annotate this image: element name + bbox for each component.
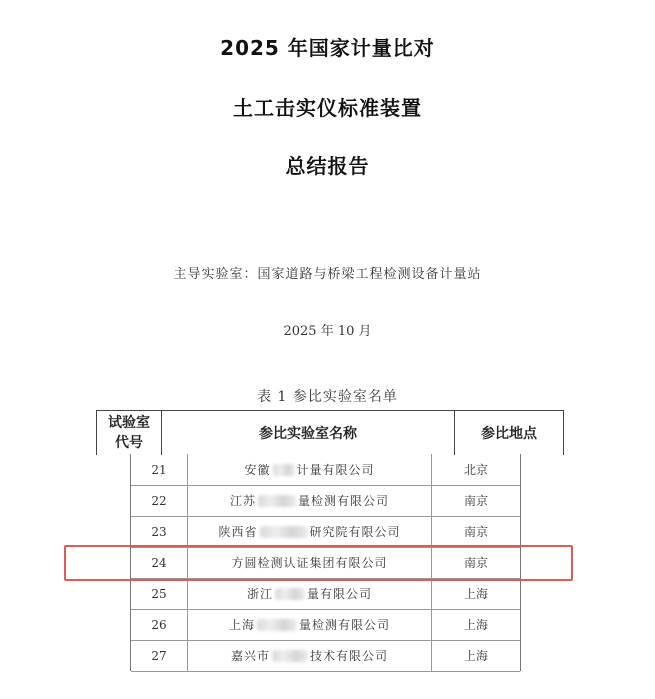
lab-code: 21: [131, 454, 188, 485]
lab-name-prefix: 上海: [228, 618, 255, 632]
lab-name-prefix: 江苏: [229, 494, 256, 508]
table-row: [131, 485, 520, 517]
table-caption: 表 1 参比实验室名单: [257, 389, 398, 405]
lab-name-prefix: 安徽: [244, 463, 271, 477]
header-lab-code: [97, 411, 162, 455]
redaction-blur: [272, 650, 308, 662]
lab-code: 25: [131, 578, 188, 609]
table-header: [96, 410, 564, 455]
table-row: [131, 640, 520, 672]
lab-location: 北京: [463, 463, 488, 477]
report-title-line1: 2025 年国家计量比对: [220, 36, 435, 60]
header-lab-name: 参比实验室名称: [162, 411, 455, 455]
lab-name-suffix: 量检测有限公司: [298, 494, 390, 508]
table-row: [131, 516, 520, 548]
report-date: 2025 年 10 月: [283, 324, 372, 339]
lab-location: 南京: [463, 494, 488, 508]
redaction-blur: [260, 526, 308, 538]
lab-name: [188, 454, 432, 485]
lab-name: [188, 516, 432, 547]
lab-location: 上海: [463, 618, 488, 632]
lab-location: 南京: [463, 525, 488, 539]
report-title-line2: 土工击实仪标准装置: [233, 96, 422, 120]
report-title-line3: 总结报告: [285, 154, 370, 178]
lab-location: 南京: [463, 556, 488, 570]
lab-code: 22: [131, 485, 188, 516]
lab-name-suffix: 研究院有限公司: [309, 525, 401, 539]
lab-name: [188, 578, 432, 609]
lab-name-prefix: 嘉兴市: [230, 649, 270, 663]
lab-name-prefix: 方圆检测认证集团有限公司: [231, 556, 388, 570]
header-lab-code-line1: 试验室: [108, 415, 150, 431]
table-row: [131, 578, 520, 610]
lab-name-suffix: 量有限公司: [307, 587, 373, 601]
redaction-blur: [257, 619, 297, 631]
lab-name-suffix: 计量有限公司: [296, 463, 375, 477]
table-row: [131, 609, 520, 641]
lab-code: 26: [131, 609, 188, 640]
redaction-blur: [258, 495, 296, 507]
lab-code: 27: [131, 640, 188, 671]
lab-name-prefix: 陕西省: [218, 525, 258, 539]
lab-name-suffix: 技术有限公司: [310, 649, 389, 663]
redaction-blur: [275, 588, 305, 600]
lab-location: 上海: [463, 649, 488, 663]
lab-code: 23: [131, 516, 188, 547]
table-row: [131, 454, 520, 486]
lab-name: [188, 640, 432, 671]
lab-code: 24: [131, 547, 188, 578]
lab-name-suffix: 量检测有限公司: [299, 618, 391, 632]
header-location: 参比地点: [481, 426, 537, 442]
lead-laboratory: 主导实验室：国家道路与桥梁工程检测设备计量站: [173, 267, 482, 282]
lab-name-prefix: 浙江: [246, 587, 273, 601]
lab-name: [188, 609, 432, 640]
lab-location: 上海: [463, 587, 488, 601]
lab-name: [188, 485, 432, 516]
redaction-blur: [273, 464, 295, 476]
highlight-box: [64, 545, 573, 581]
header-lab-code-line2: 代号: [115, 435, 143, 451]
